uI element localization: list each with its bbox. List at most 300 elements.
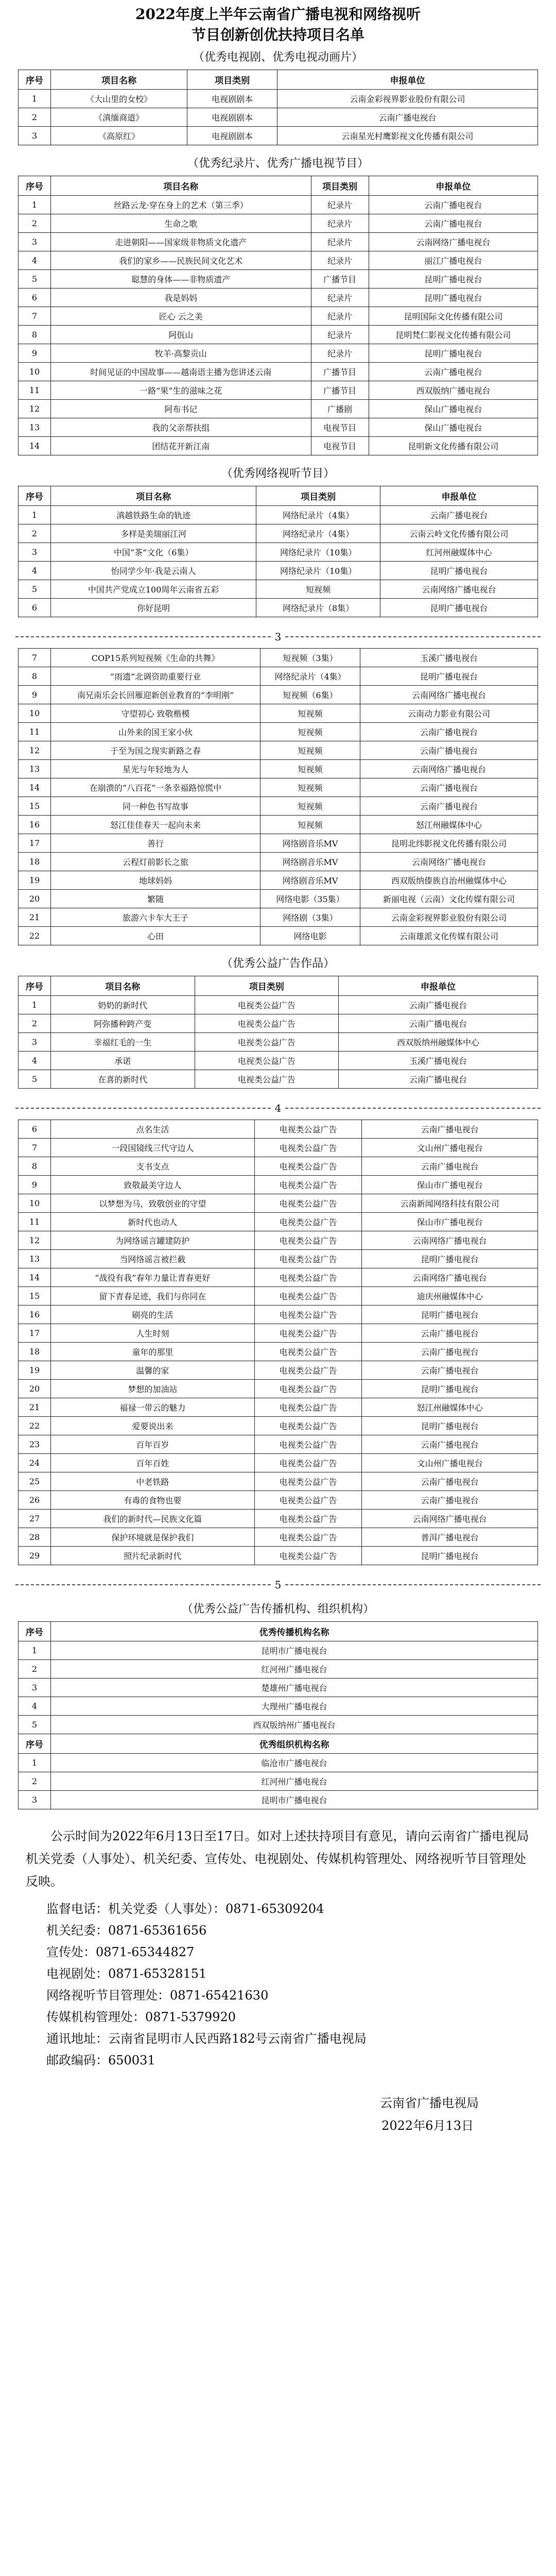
cell-unit: 云南广播电视台 [369,363,537,381]
cell-name: 我是妈妈 [51,289,311,307]
col-idx: 序号 [19,1622,51,1641]
cell-idx: 22 [19,927,51,945]
cell-idx: 9 [19,1176,51,1194]
contact-line: 通讯地址：云南省昆明市人民西路182号云南省广播电视局 [46,2031,367,2046]
cell-cat: 网络纪录片（4集） [256,524,380,543]
cell-cat: 短视频 [260,760,360,778]
cell-unit: 云南广播电视台 [362,1435,538,1454]
contact-line: 邮政编码：650031 [46,2053,155,2067]
cell-name: 同一种色书写故事 [51,797,260,816]
page-number: 4 [274,1102,282,1114]
table-row [19,1380,538,1398]
cell-idx: 26 [19,1491,51,1510]
table-row [19,1033,538,1052]
cell-cat: 网络剧音乐MV [260,853,360,871]
table-row [19,1660,538,1679]
table-row [19,524,538,543]
cell-idx: 8 [19,1157,51,1176]
cell-cat: 电视节目 [311,418,369,437]
cell-name: 致敬最美守边人 [51,1176,255,1194]
table-row [19,326,538,344]
notice-paragraph: 公示时间为2022年6月13日至17日。如对上述扶持项目有意见，请向云南省广播电视局机关党委（人事处）、机关纪委、宣传处、电视剧处、传媒机构管理处、网络视听节目管理处反映。 [26,1829,529,1889]
col-unit: 申报单位 [339,976,538,996]
cell-idx: 11 [19,723,51,741]
cell-name: 爱要说出来 [51,1417,255,1435]
table-row [19,127,538,145]
cell-unit: 云南广播电视台 [369,214,537,233]
cell-cat: 网络纪录片（10集） [256,543,380,562]
cell-name: 中国共产党成立100周年云南省五彩 [51,580,256,599]
table-row [19,307,538,326]
section-tv-heading: （优秀电视剧、优秀电视动画片） [193,51,363,64]
col-idx: 序号 [19,176,51,196]
cell-name: 生命之歌 [51,214,311,233]
cell-unit: 云南广播电视台 [362,1491,538,1510]
table-row [19,418,538,437]
table-row [19,996,538,1014]
table-row [19,400,538,418]
cell-idx: 15 [19,1287,51,1306]
table-row [19,667,538,686]
cell-unit: 保山广播电视台 [369,400,537,418]
cell-cat: 电视类公益广告 [254,1454,361,1472]
cell-idx: 15 [19,797,51,816]
cell-name: 百年百姓 [51,1454,255,1472]
cell-org-name: 楚雄州广播电视台 [51,1679,538,1697]
cell-idx: 14 [19,778,51,797]
cell-cat: 电视类公益广告 [254,1268,361,1287]
cell-name: “雨遗”北调资助重要行业 [51,667,260,686]
cell-idx: 7 [19,307,51,326]
cell-name: 星光与年轻地为人 [51,760,260,778]
title-line-2: 节目创新创优扶持项目名单 [191,26,364,43]
page-number: 3 [274,631,282,643]
document-page [0,4,556,2576]
table-row [19,760,538,778]
cell-cat: 电视类公益广告 [254,1491,361,1510]
cell-unit: 文山州广播电视台 [362,1139,538,1157]
cell-unit: 云南广播电视台 [277,108,538,127]
cell-unit: 新丽电视（云南）文化传媒有限公司 [360,890,537,908]
cell-name: 一路“果”生的滋味之花 [51,381,311,400]
cell-unit: 昆明广播电视台 [362,1547,538,1565]
cell-idx: 11 [19,381,51,400]
cell-name: 当网络谣言被拦截 [51,1250,255,1268]
cell-unit: 西双版纳广播电视台 [369,381,537,400]
cell-cat: 网络剧音乐MV [260,834,360,853]
table-row [19,108,538,127]
cell-idx: 1 [19,1641,51,1660]
cell-idx: 3 [19,1679,51,1697]
col-idx: 序号 [19,70,51,90]
cell-unit: 迪庆州融媒体中心 [362,1287,538,1306]
table-row [19,871,538,890]
table-row [19,1139,538,1157]
cell-idx: 8 [19,326,51,344]
cell-name: 走进朝阳——国家级非物质文化遗产 [51,233,311,251]
cell-idx: 19 [19,1361,51,1380]
cell-name: 梦想的加油站 [51,1380,255,1398]
table-row [19,580,538,599]
cell-name: 保护环境就是保护我们 [51,1528,255,1547]
cell-name: 多样是美瑞丽江河 [51,524,256,543]
table-row [19,1417,538,1435]
cell-cat: 纪录片 [311,214,369,233]
page-break-3 [15,631,541,643]
table-row [19,1791,538,1809]
table-row [19,562,538,580]
title-line-1: 2022年度上半年云南省广播电视和网络视听 [135,6,421,23]
cell-idx: 1 [19,196,51,214]
cell-cat: 电视剧剧本 [187,127,277,145]
cell-idx: 11 [19,1213,51,1231]
cell-idx: 13 [19,760,51,778]
cell-name: 奶奶的新时代 [51,996,195,1014]
cell-unit: 西双版纳州融媒体中心 [339,1033,538,1052]
cell-name: 繁随 [51,890,260,908]
contact-line: 机关纪委：0871-65361656 [46,1923,207,1938]
cell-idx: 6 [19,599,51,617]
cell-org-name: 临沧市广播电视台 [51,1754,538,1772]
cell-unit: 昆明广播电视台 [369,289,537,307]
cell-name: 我们的家乡——民族民间文化艺术 [51,251,311,270]
table-row [19,214,538,233]
cell-cat: 短视频 [260,723,360,741]
cell-unit: 云南星光村鹰影视文化传播有限公司 [277,127,538,145]
table-row [19,506,538,524]
cell-cat: 网络纪录片（8集） [256,599,380,617]
table-row [19,251,538,270]
cell-unit: 保山市广播电视台 [362,1176,538,1194]
cell-name: 点名生活 [51,1120,255,1139]
cell-unit: 昆明广播电视台 [380,562,538,580]
cell-name: 怡同学少年·我是云南人 [51,562,256,580]
cell-unit: 云南广播电视台 [360,723,537,741]
cell-name: 山外来的国王家小伙 [51,723,260,741]
table-row [19,834,538,853]
cell-cat: 纪录片 [311,326,369,344]
cell-idx: 10 [19,1194,51,1213]
cell-idx: 18 [19,1343,51,1361]
table-row [19,1547,538,1565]
cell-org-name: 红河州广播电视台 [51,1772,538,1791]
cell-name: 滇越铁路生命的轨迹 [51,506,256,524]
table-row [19,1213,538,1231]
cell-name: 聪慧的身体——非物质遗产 [51,270,311,289]
cell-name: 阿布书记 [51,400,311,418]
page-number: 5 [274,1579,282,1591]
col-cat: 项目类别 [195,976,339,996]
cell-cat: 电视剧剧本 [187,90,277,108]
cell-cat: 广播节目 [311,381,369,400]
cell-idx: 2 [19,524,51,543]
table-row [19,1510,538,1528]
table-row [19,686,538,704]
contact-line: 网络视听节目管理处：0871-65421630 [46,1988,269,2003]
cell-idx: 1 [19,90,51,108]
cell-cat: 电视类公益广告 [254,1287,361,1306]
cell-unit: 文山州广播电视台 [362,1454,538,1472]
signature-block [0,2092,479,2137]
cell-name: 你好昆明 [51,599,256,617]
cell-name: 新时代也动人 [51,1213,255,1231]
cell-idx: 4 [19,251,51,270]
cell-idx: 16 [19,1306,51,1324]
cell-cat: 短视频 [256,580,380,599]
cell-cat: 纪录片 [311,233,369,251]
cell-unit: 云南广播电视台 [339,1014,538,1033]
table-row [19,908,538,927]
cell-unit: 云南广播电视台 [362,1472,538,1491]
cell-name: 善行 [51,834,260,853]
cell-cat: 电视类公益广告 [254,1361,361,1380]
cell-idx: 28 [19,1528,51,1547]
col-name: 项目名称 [51,176,311,196]
net-table-cont [18,648,538,945]
table-row [19,741,538,760]
table-row [19,1641,538,1660]
col-unit: 申报单位 [380,486,538,506]
table-row [19,649,538,667]
table-row [19,1472,538,1491]
col-cat: 项目类别 [311,176,369,196]
cell-idx: 24 [19,1454,51,1472]
cell-cat: 短视频 [260,741,360,760]
col-name: 项目名称 [51,70,187,90]
cell-unit: 云南网络广播电视台 [360,686,537,704]
cell-idx: 14 [19,437,51,455]
table-row [19,797,538,816]
cell-idx: 13 [19,1250,51,1268]
cell-idx: 5 [19,1716,51,1734]
cell-idx: 4 [19,1697,51,1716]
table-row [19,778,538,797]
cell-idx: 3 [19,127,51,145]
cell-unit: 昆明国际文化传播有限公司 [369,307,537,326]
cell-cat: 网络纪录片（10集） [256,562,380,580]
cell-name: 承诺 [51,1052,195,1070]
cell-unit: 昆明广播电视台 [380,599,538,617]
cell-unit: 丽江广播电视台 [369,251,537,270]
cell-cat: 短视频 [260,816,360,834]
cell-idx: 25 [19,1472,51,1491]
cell-name: “战役有我”春年力量让青春更好 [51,1268,255,1287]
cell-cat: 短视频 [260,778,360,797]
cell-cat: 电视类公益广告 [254,1510,361,1528]
cell-name: 牧羊·高黎贡山 [51,344,311,363]
cell-name: 温馨的家 [51,1361,255,1380]
sign-date: 2022年6月13日 [381,2119,474,2133]
cell-name: 为网络谣言罐建防护 [51,1231,255,1250]
cell-cat: 电视类公益广告 [254,1343,361,1361]
table-row [19,1052,538,1070]
cell-cat: 网络纪录片（4集） [260,667,360,686]
ad-table [18,976,538,1089]
cell-cat: 电视类公益广告 [254,1547,361,1565]
cell-name: 支书支点 [51,1157,255,1176]
cell-cat: 纪录片 [311,289,369,307]
cell-name: 童年的那里 [51,1343,255,1361]
cell-idx: 21 [19,908,51,927]
cell-name: 人生时刻 [51,1324,255,1343]
table-row [19,1268,538,1287]
table-row [19,543,538,562]
cell-unit: 云南网络广播电视台 [360,853,537,871]
cell-idx: 9 [19,686,51,704]
cell-name: 时间见证的中国故事——越南语主播为您讲述云南 [51,363,311,381]
cell-idx: 16 [19,816,51,834]
cell-unit: 昆明广播电视台 [360,667,537,686]
cell-cat: 广播剧 [311,400,369,418]
cell-unit: 保山广播电视台 [369,418,537,437]
cell-name: 丝路云龙·穿在身上的艺术（第三季） [51,196,311,214]
cell-idx: 7 [19,649,51,667]
table-row [19,704,538,723]
cell-name: 福禄一带云的魅力 [51,1398,255,1417]
cell-cat: 网络剧音乐MV [260,871,360,890]
table-row [19,1528,538,1547]
cell-unit: 云南广播电视台 [362,1120,538,1139]
cell-unit: 怒江州融媒体中心 [360,816,537,834]
cell-cat: 电视类公益广告 [254,1398,361,1417]
cell-cat: 电视类公益广告 [254,1306,361,1324]
cell-unit: 昆明新文化传播有限公司 [369,437,537,455]
cell-name: 南兄南乐会长回雁迎新创业教育的“李明刚” [51,686,260,704]
cell-unit: 云南广播电视台 [362,1324,538,1343]
cell-cat: 网络电影 [260,927,360,945]
col-org-name: 优秀传播机构名称 [51,1622,538,1641]
table-row [19,927,538,945]
cell-cat: 电视节目 [311,437,369,455]
cell-unit: 昆明广播电视台 [369,270,537,289]
cell-idx: 7 [19,1139,51,1157]
table-row [19,853,538,871]
table-row [19,1491,538,1510]
sign-org: 云南省广播电视局 [380,2096,479,2110]
cell-name: 阿弥播种跨产变 [51,1014,195,1033]
cell-cat: 电视类公益广告 [254,1435,361,1454]
cell-unit: 云南网络广播电视台 [369,233,537,251]
cell-name: 旅游六卡车大王子 [51,908,260,927]
cell-unit: 怒江州融媒体中心 [362,1398,538,1417]
cell-name: 刷亮的生活 [51,1306,255,1324]
table-row [19,1250,538,1268]
cell-idx: 12 [19,741,51,760]
cell-idx: 17 [19,834,51,853]
table-row [19,233,538,251]
cell-unit: 红河州融媒体中心 [380,543,538,562]
cell-name: 在喜的新时代 [51,1070,195,1089]
cell-cat: 纪录片 [311,196,369,214]
table-row [19,1772,538,1791]
cell-cat: 广播节目 [311,270,369,289]
cell-idx: 3 [19,233,51,251]
table-row [19,381,538,400]
cell-unit: 玉溪广播电视台 [360,649,537,667]
cell-idx: 21 [19,1398,51,1417]
table-row [19,1398,538,1417]
cell-unit: 昆明广播电视台 [362,1250,538,1268]
cell-unit: 云南网络广播电视台 [360,760,537,778]
doc-table [18,176,538,455]
cell-name: 心田 [51,927,260,945]
col-cat: 项目类别 [256,486,380,506]
cell-unit: 云南广播电视台 [339,996,538,1014]
table-row [19,1324,538,1343]
contact-line: 监督电话：机关党委（人事处）：0871-65309204 [46,1902,324,1916]
cell-idx: 10 [19,363,51,381]
cell-unit: 云南广播电视台 [360,741,537,760]
cell-unit: 西双版纳傣族自治州融媒体中心 [360,871,537,890]
tv-table [18,70,538,145]
cell-unit: 云南金彩视界影业股份有限公司 [360,908,537,927]
cell-cat: 电视类公益广告 [254,1157,361,1176]
col-unit: 申报单位 [277,70,538,90]
cell-idx: 5 [19,1070,51,1089]
cell-unit: 云南广播电视台 [369,196,537,214]
table-row [19,1070,538,1089]
table-row [19,890,538,908]
table-row [19,289,538,307]
table-row [19,1454,538,1472]
cell-idx: 8 [19,667,51,686]
col-name: 项目名称 [51,486,256,506]
cell-cat: 网络电影（35集） [260,890,360,908]
cell-cat: 网络纪录片（4集） [256,506,380,524]
cell-idx: 6 [19,1120,51,1139]
cell-name: 团结花开新江南 [51,437,311,455]
cell-unit: 云南金彩视界影业股份有限公司 [277,90,538,108]
cell-name: 有毒的食物也要 [51,1491,255,1510]
cell-unit: 昆明广播电视台 [362,1380,538,1398]
cell-cat: 电视类公益广告 [195,1033,339,1052]
cell-idx: 3 [19,543,51,562]
cell-name: 中老铁路 [51,1472,255,1491]
cell-unit: 云南广播电视台 [362,1157,538,1176]
col-idx: 序号 [19,1734,51,1754]
cell-name: 在崩溃的“八百花”一条幸福路惊慌中 [51,778,260,797]
table-row [19,90,538,108]
cell-idx: 1 [19,996,51,1014]
table-row [19,816,538,834]
table-row [19,1361,538,1380]
contact-line: 宣传处：0871-65344827 [46,1945,195,1959]
cell-idx: 3 [19,1033,51,1052]
cell-name: 一段国镜线三代守边人 [51,1139,255,1157]
cell-cat: 短视频（3集） [260,649,360,667]
cell-name: 留下青春足迹，我们与你同在 [51,1287,255,1306]
cell-name: 中国“茶”文化（6集） [51,543,256,562]
col-idx: 序号 [19,976,51,996]
section-ad-heading: （优秀公益广告作品） [221,957,335,970]
table-row [19,1716,538,1734]
cell-cat: 电视类公益广告 [254,1231,361,1250]
cell-cat: 网络剧（3集） [260,908,360,927]
table-row [19,1306,538,1324]
cell-idx: 14 [19,1268,51,1287]
table-row [19,723,538,741]
cell-unit: 昆明梵仁影视文化传播有限公司 [369,326,537,344]
cell-idx: 2 [19,1660,51,1679]
cell-cat: 电视类公益广告 [254,1324,361,1343]
cell-cat: 电视类公益广告 [254,1528,361,1547]
cell-cat: 短视频 [260,797,360,816]
cell-idx: 17 [19,1324,51,1343]
contact-line: 传媒机构管理处：0871-5379920 [46,2010,236,2024]
cell-cat: 短视频（6集） [260,686,360,704]
cell-name: 我们的新时代—民族文化篇 [51,1510,255,1528]
cell-name: 《大山里的女校》 [51,90,187,108]
